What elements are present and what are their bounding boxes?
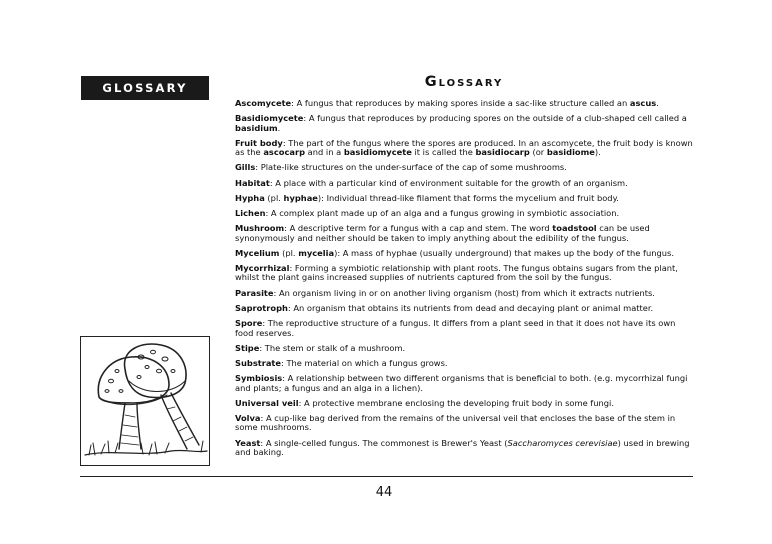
glossary-entry — [235, 179, 693, 188]
glossary-entry — [235, 194, 693, 203]
glossary-list — [235, 99, 693, 463]
glossary-term: Substrate — [235, 358, 282, 369]
glossary-definition-text: : A single-celled fungus. The commonest is Brewer's Yeast ( — [260, 437, 508, 448]
glossary-entry — [235, 439, 693, 457]
glossary-entry — [235, 319, 693, 337]
glossary-definition-text: ) used in brewing and baking. — [235, 437, 690, 457]
glossary-definition-text: : An organism that obtains its nutrients from dead and decaying plant or animal matter. — [287, 303, 654, 314]
glossary-definition-text: : Plate-like structures on the under-surface of the cap of some mushrooms. — [255, 162, 567, 173]
glossary-definition-text: (pl. — [279, 247, 299, 258]
glossary-term: Universal veil — [235, 397, 299, 408]
glossary-term: Habitat — [235, 177, 270, 188]
glossary-entry — [235, 304, 693, 313]
glossary-definition-text: : An organism living in or on another living organism (host) from which it extracts nutrients. — [273, 287, 655, 298]
glossary-definition-text: (or — [529, 147, 547, 157]
glossary-entry — [235, 114, 693, 132]
glossary-term: basidiome — [546, 147, 595, 157]
glossary-entry — [235, 414, 693, 432]
footer-rule — [80, 476, 693, 477]
glossary-definition-text: : The material on which a fungus grows. — [281, 358, 448, 369]
glossary-definition-text: : Forming a symbiotic relationship with plant roots. The fungus obtains sugars from the plant, whilst the plant gains increased supplies of nutrients captured from the soil by the fungus. — [235, 263, 678, 283]
glossary-definition-text: . — [277, 122, 281, 133]
glossary-tab — [81, 76, 209, 100]
glossary-term: Saprotroph — [235, 303, 288, 314]
glossary-entry — [235, 224, 693, 242]
glossary-entry — [235, 99, 693, 108]
glossary-term: Parasite — [235, 287, 274, 298]
glossary-term: Fruit body — [235, 137, 283, 148]
glossary-entry — [235, 374, 693, 392]
glossary-term: Hypha — [235, 192, 265, 203]
glossary-term: Ascomycete — [235, 98, 292, 108]
glossary-definition-text: : The reproductive structure of a fungus. It differs from a plant seed in that it does not have its own food reserves. — [235, 318, 676, 338]
page-number: 44 — [375, 485, 393, 500]
glossary-definition-text: . — [656, 98, 659, 108]
glossary-tab-label: GLOSSARY — [102, 81, 188, 95]
glossary-term: mycelia — [298, 247, 335, 258]
glossary-term: Spore — [235, 318, 263, 329]
glossary-definition-text: can be used synonymously and neither should be taken to imply anything about the edibility of the fungus. — [235, 223, 650, 243]
mushroom-sketch-icon — [80, 336, 210, 466]
glossary-definition-text: ). — [594, 147, 601, 157]
glossary-entry — [235, 359, 693, 368]
glossary-entry — [235, 139, 693, 157]
glossary-term: basidium — [235, 122, 278, 133]
glossary-term: Symbiosis — [235, 373, 283, 384]
glossary-term: ascus — [629, 98, 657, 108]
glossary-term: hyphae — [283, 192, 318, 203]
glossary-entry — [235, 344, 693, 353]
glossary-definition-text: it is called the — [411, 147, 476, 157]
glossary-term: Stipe — [235, 342, 260, 353]
glossary-definition-text: ): A mass of hyphae (usually underground) that makes up the body of the fungus. — [334, 247, 674, 258]
glossary-entry — [235, 264, 693, 282]
glossary-definition-text: : A relationship between two different organisms that is beneficial to both. (e.g. mycorrhizal fungi and plants; a fungus and an alga in a lichen). — [235, 373, 688, 393]
glossary-entry — [235, 209, 693, 218]
glossary-definition-text: : A fungus that reproduces by making spores inside a sac-like structure called an — [291, 98, 630, 108]
glossary-definition-text: : A fungus that reproduces by producing spores on the outside of a club-shaped cell called a — [303, 113, 687, 124]
glossary-term: Lichen — [235, 208, 266, 219]
glossary-definition-text: : A descriptive term for a fungus with a cap and stem. The word — [284, 223, 553, 234]
glossary-term: basidiocarp — [475, 147, 530, 157]
glossary-entry — [235, 289, 693, 298]
glossary-entry — [235, 163, 693, 172]
glossary-definition-text: Saccharomyces cerevisiae — [507, 437, 618, 448]
glossary-definition-text: and in a — [305, 147, 344, 157]
glossary-term: Mushroom — [235, 223, 285, 234]
glossary-term: Volva — [235, 413, 261, 424]
glossary-definition-text: : A place with a particular kind of environment suitable for the growth of an organism. — [269, 177, 628, 188]
glossary-term: Mycelium — [235, 247, 280, 258]
glossary-entry — [235, 399, 693, 408]
glossary-definition-text: : The part of the fungus where the spores are produced. In an ascomycete, the fruit body is known as the — [235, 137, 693, 157]
glossary-definition-text: : A cup-like bag derived from the remains of the universal veil that encloses the base of the stem in some mushrooms. — [235, 413, 676, 433]
glossary-term: Gills — [235, 162, 256, 173]
glossary-term: ascocarp — [263, 147, 306, 157]
glossary-term: Basidiomycete — [235, 113, 304, 124]
glossary-term: Mycorrhizal — [235, 263, 290, 274]
glossary-term: toadstool — [552, 223, 597, 234]
page-title: Glossary — [424, 74, 504, 90]
glossary-term: basidiomycete — [343, 147, 412, 157]
glossary-definition-text: : A protective membrane enclosing the developing fruit body in some fungi. — [298, 397, 614, 408]
glossary-definition-text: (pl. — [264, 192, 284, 203]
glossary-term: Yeast — [235, 437, 261, 448]
glossary-definition-text: ): Individual thread-like filament that forms the mycelium and fruit body. — [317, 192, 619, 203]
glossary-entry — [235, 249, 693, 258]
glossary-definition-text: : A complex plant made up of an alga and a fungus growing in symbiotic association. — [265, 208, 620, 219]
glossary-definition-text: : The stem or stalk of a mushroom. — [259, 342, 406, 353]
